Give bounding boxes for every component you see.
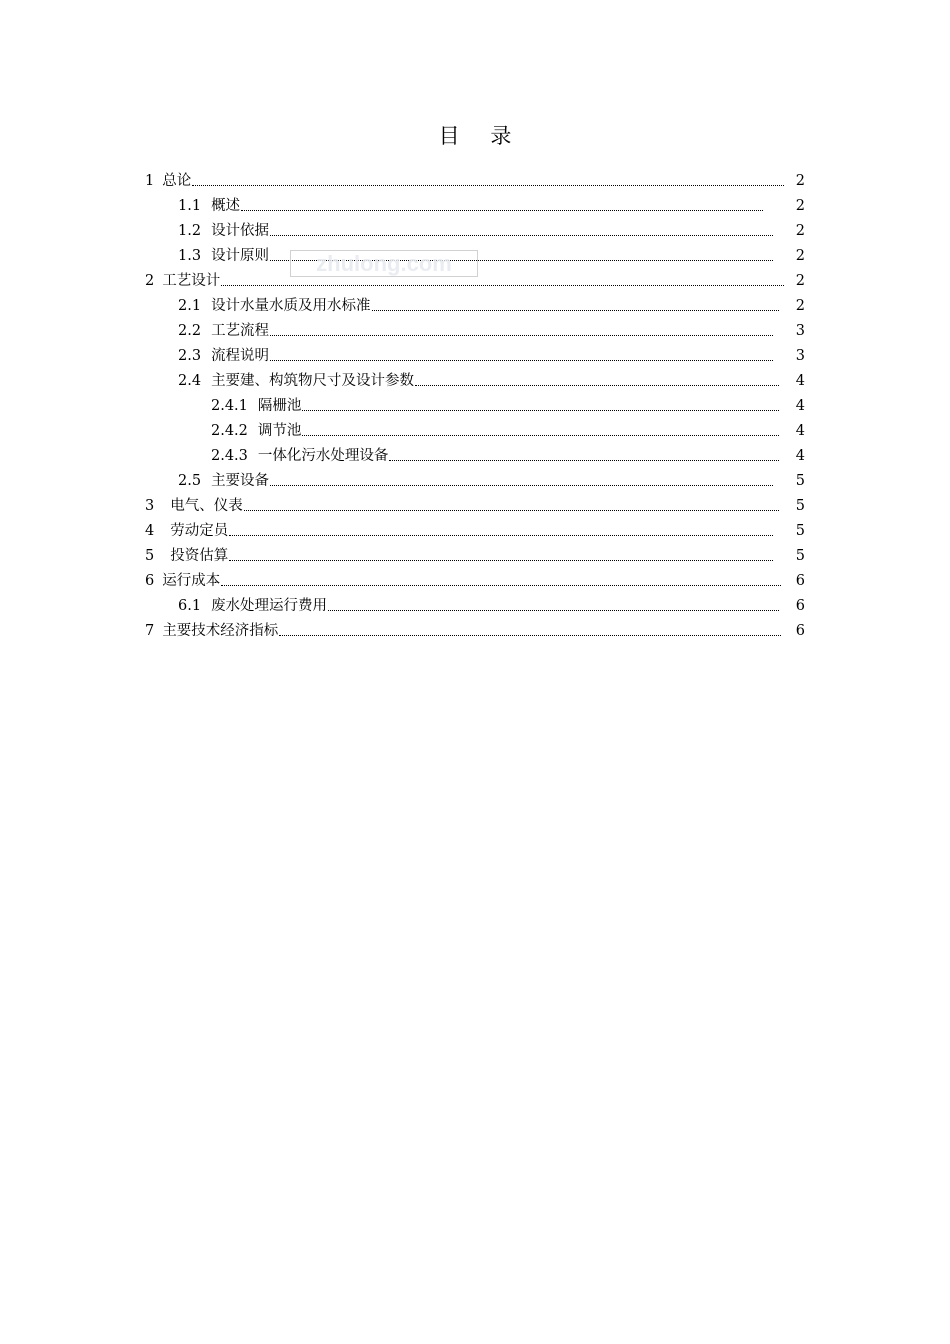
dot-leader: [244, 510, 779, 511]
toc-entry-number: 2.2: [178, 323, 202, 339]
dot-leader: [415, 385, 779, 386]
toc-entry-number: 2.4.1: [211, 398, 248, 414]
toc-entry-2-1[interactable]: [178, 291, 805, 315]
toc-entry-number: 6: [145, 573, 155, 589]
dot-leader: [302, 435, 779, 436]
toc-entry-label: 主要技术经济指标: [162, 623, 279, 639]
toc-entry-page: 4: [795, 398, 805, 414]
toc-entry-2-4[interactable]: [178, 366, 805, 390]
toc-entry-label: 工艺流程: [211, 323, 270, 339]
toc-entry-label: 运行成本: [162, 573, 221, 589]
toc-entry-7[interactable]: [145, 616, 805, 640]
toc-entry-page: 6: [795, 623, 805, 639]
toc-entry-2-4-1[interactable]: [211, 391, 805, 415]
toc-entry-number: 3: [145, 498, 155, 514]
toc-entry-label: 电气、仪表: [170, 498, 243, 514]
toc-entry-1[interactable]: [145, 166, 805, 190]
toc-entry-4[interactable]: [145, 516, 805, 540]
toc-entry-label: 设计原则: [211, 248, 270, 264]
toc-entry-page: 2: [795, 223, 805, 239]
dot-leader: [279, 635, 781, 636]
toc-entry-number: 2.5: [178, 473, 202, 489]
toc-entry-2-5[interactable]: [178, 466, 805, 490]
toc-entry-number: 2.4.3: [211, 448, 248, 464]
toc-entry-page: 4: [795, 423, 805, 439]
toc-entry-number: 2.1: [178, 298, 202, 314]
toc-entry-page: 2: [795, 273, 805, 289]
toc-entry-2-2[interactable]: [178, 316, 805, 340]
toc-entry-number: 4: [145, 523, 155, 539]
toc-entry-number: 1.1: [178, 198, 202, 214]
toc-entry-6-1[interactable]: [178, 591, 805, 615]
toc-entry-5[interactable]: [145, 541, 805, 565]
toc-entry-label: 调节池: [257, 423, 302, 439]
toc-entry-label: 流程说明: [211, 348, 270, 364]
toc-entry-page: 4: [795, 373, 805, 389]
toc-entry-label: 概述: [211, 198, 241, 214]
toc-entry-number: 2.4: [178, 373, 202, 389]
watermark: zhulong.com: [290, 250, 478, 277]
dot-leader: [192, 185, 784, 186]
toc-entry-page: 6: [795, 598, 805, 614]
toc-entry-page: 5: [795, 473, 805, 489]
toc-entry-number: 1.3: [178, 248, 202, 264]
dot-leader: [270, 360, 773, 361]
toc-entry-label: 主要设备: [211, 473, 270, 489]
dot-leader: [229, 560, 773, 561]
dot-leader: [270, 335, 773, 336]
toc-entry-number: 1.2: [178, 223, 202, 239]
toc-entry-page: 3: [795, 323, 805, 339]
toc-entry-2-4-3[interactable]: [211, 441, 805, 465]
toc-entry-label: 总论: [162, 173, 192, 189]
dot-leader: [270, 485, 773, 486]
dot-leader: [221, 585, 781, 586]
toc-entry-label: 废水处理运行费用: [211, 598, 328, 614]
toc-entry-page: 3: [795, 348, 805, 364]
toc-entry-3[interactable]: [145, 491, 805, 515]
toc-entry-label: 投资估算: [170, 548, 229, 564]
toc-entry-label: 隔栅池: [257, 398, 302, 414]
toc-entry-2-3[interactable]: [178, 341, 805, 365]
dot-leader: [372, 310, 779, 311]
dot-leader: [270, 235, 773, 236]
toc-entry-page: 5: [795, 548, 805, 564]
toc-entry-label: 设计水量水质及用水标准: [211, 298, 371, 314]
toc-entry-page: 2: [795, 173, 805, 189]
toc-entry-number: 1: [145, 173, 155, 189]
toc-entry-label: 主要建、构筑物尺寸及设计参数: [211, 373, 415, 389]
toc-entry-page: 5: [795, 523, 805, 539]
dot-leader: [328, 610, 779, 611]
toc-entry-number: 2: [145, 273, 155, 289]
toc-entry-label: 设计依据: [211, 223, 270, 239]
dot-leader: [241, 210, 763, 211]
dot-leader: [229, 535, 773, 536]
toc-entry-page: 2: [795, 248, 805, 264]
toc-entry-2-4-2[interactable]: [211, 416, 805, 440]
toc-entry-page: 4: [795, 448, 805, 464]
dot-leader: [302, 410, 779, 411]
toc-entry-1-3[interactable]: [178, 241, 805, 265]
toc-entry-1-2[interactable]: [178, 216, 805, 240]
toc-entry-page: 2: [795, 198, 805, 214]
dot-leader: [389, 460, 779, 461]
toc-entry-page: 2: [795, 298, 805, 314]
dot-leader: [221, 285, 784, 286]
toc-entry-label: 一体化污水处理设备: [257, 448, 389, 464]
toc-entry-6[interactable]: [145, 566, 805, 590]
toc-entry-page: 5: [795, 498, 805, 514]
toc-entry-label: 工艺设计: [162, 273, 221, 289]
toc-entry-label: 劳动定员: [170, 523, 229, 539]
toc-entry-page: 6: [795, 573, 805, 589]
toc-entry-number: 7: [145, 623, 155, 639]
toc-entry-number: 6.1: [178, 598, 202, 614]
toc-entry-number: 5: [145, 548, 155, 564]
toc-entry-1-1[interactable]: [178, 191, 805, 215]
toc-title: 目 录: [438, 124, 524, 148]
toc-entry-number: 2.4.2: [211, 423, 248, 439]
toc-entry-number: 2.3: [178, 348, 202, 364]
